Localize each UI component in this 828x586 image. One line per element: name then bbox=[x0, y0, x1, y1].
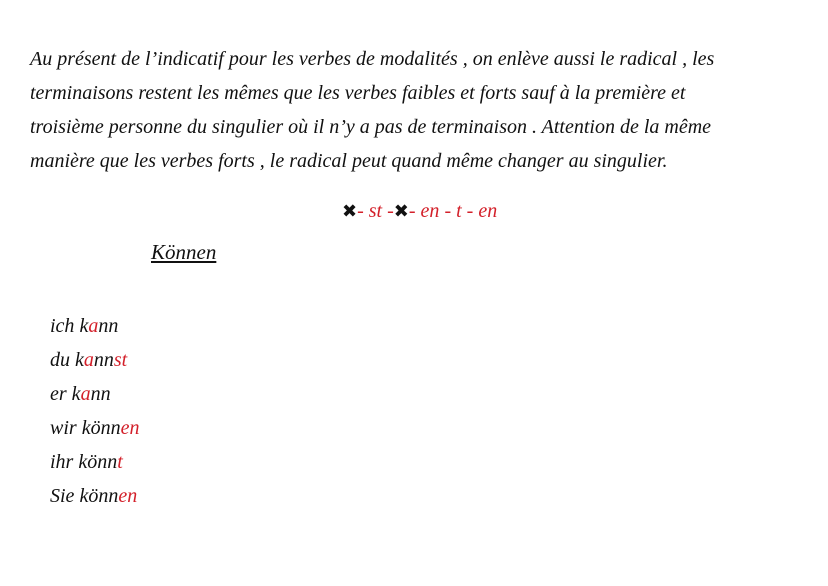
separator: - bbox=[357, 200, 369, 222]
separator: - bbox=[461, 200, 479, 222]
vowel-change: a bbox=[83, 349, 94, 371]
separator: - bbox=[382, 200, 394, 222]
verb-title: Können bbox=[151, 240, 217, 264]
conjugation-row bbox=[50, 343, 139, 377]
ending: en bbox=[120, 417, 140, 439]
conjugation-list bbox=[50, 309, 139, 513]
stem: könn bbox=[81, 417, 121, 439]
paragraph-line: manière que les verbes forts , le radical peut quand même changer au singulier. bbox=[30, 150, 668, 172]
endings-pattern bbox=[342, 200, 497, 223]
paragraph-line: troisième personne du singulier où il n’y a pas de terminaison . Attention de la même bbox=[30, 116, 712, 138]
separator: - bbox=[408, 200, 421, 222]
x-icon: ✖ bbox=[393, 201, 409, 222]
conjugation-row bbox=[50, 445, 139, 479]
ending-en: en bbox=[478, 200, 498, 222]
pronoun: ihr bbox=[50, 451, 79, 473]
paragraph-line: Au présent de l’indicatif pour les verbes de modalités , on enlève aussi le radical , les bbox=[30, 48, 715, 70]
stem: k bbox=[79, 315, 89, 337]
stem: könn bbox=[78, 451, 118, 473]
stem-rest: nn bbox=[98, 315, 119, 337]
stem-rest: nn bbox=[90, 383, 111, 405]
ending: st bbox=[113, 349, 128, 371]
pronoun: du bbox=[50, 349, 75, 371]
pronoun: wir bbox=[50, 417, 82, 439]
x-icon: ✖ bbox=[342, 201, 358, 222]
pronoun: er bbox=[50, 383, 72, 405]
pronoun: ich bbox=[50, 315, 80, 337]
ending-st: st bbox=[368, 200, 383, 222]
conjugation-row bbox=[50, 411, 139, 445]
ending: en bbox=[118, 485, 138, 507]
stem: könn bbox=[79, 485, 119, 507]
stem: k bbox=[71, 383, 81, 405]
conjugation-row bbox=[50, 479, 139, 513]
ending-t: t bbox=[456, 200, 462, 222]
paragraph-line: terminaisons restent les mêmes que les verbes faibles et forts sauf à la première et bbox=[30, 82, 686, 104]
conjugation-row bbox=[50, 309, 139, 343]
stem: k bbox=[75, 349, 84, 371]
ending: t bbox=[117, 451, 123, 473]
pronoun: Sie bbox=[50, 485, 80, 507]
conjugation-row bbox=[50, 377, 139, 411]
separator: - bbox=[439, 200, 457, 222]
vowel-change: a bbox=[80, 383, 91, 405]
vowel-change: a bbox=[88, 315, 99, 337]
explanation-paragraph bbox=[30, 42, 810, 178]
stem-rest: nn bbox=[93, 349, 114, 371]
ending-en: en bbox=[420, 200, 440, 222]
